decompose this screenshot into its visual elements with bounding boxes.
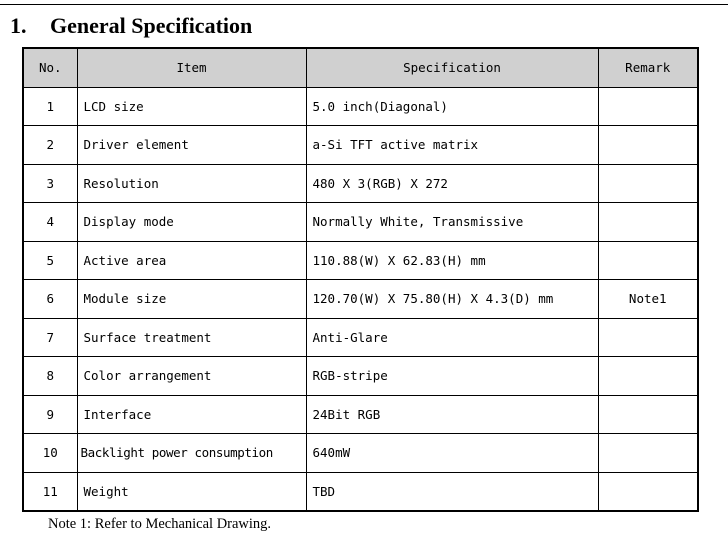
cell-spec: a-Si TFT active matrix — [306, 126, 598, 165]
cell-remark — [598, 395, 698, 434]
cell-spec: 640mW — [306, 434, 598, 473]
cell-remark — [598, 241, 698, 280]
cell-item: Surface treatment — [77, 318, 306, 357]
cell-item: Driver element — [77, 126, 306, 165]
cell-no: 4 — [23, 203, 77, 242]
cell-remark — [598, 126, 698, 165]
cell-item: Resolution — [77, 164, 306, 203]
table-row — [23, 241, 698, 280]
cell-spec: TBD — [306, 472, 598, 511]
table-row — [23, 434, 698, 473]
cell-spec: 480 X 3(RGB) X 272 — [306, 164, 598, 203]
footnote: Note 1: Refer to Mechanical Drawing. — [48, 516, 272, 532]
cell-no: 8 — [23, 357, 77, 396]
section-number: 1. — [10, 13, 27, 38]
cell-item: LCD size — [77, 87, 306, 126]
cell-item: Backlight power consumption — [77, 434, 306, 473]
table-row — [23, 472, 698, 511]
table-row — [23, 203, 698, 242]
table-row — [23, 164, 698, 203]
cell-no: 6 — [23, 280, 77, 319]
cell-spec: 110.88(W) X 62.83(H) mm — [306, 241, 598, 280]
cell-no: 2 — [23, 126, 77, 165]
cell-spec: RGB-stripe — [306, 357, 598, 396]
header-no: No. — [23, 48, 77, 87]
cell-remark — [598, 318, 698, 357]
cell-no: 11 — [23, 472, 77, 511]
cell-item: Weight — [77, 472, 306, 511]
table-row — [23, 126, 698, 165]
cell-no: 3 — [23, 164, 77, 203]
cell-remark — [598, 472, 698, 511]
cell-spec: 5.0 inch(Diagonal) — [306, 87, 598, 126]
section-heading — [10, 10, 252, 42]
table-row — [23, 395, 698, 434]
cell-no: 1 — [23, 87, 77, 126]
cell-no: 7 — [23, 318, 77, 357]
cell-no: 10 — [23, 434, 77, 473]
header-specification: Specification — [306, 48, 598, 87]
section-title: General Specification — [50, 13, 253, 38]
header-item: Item — [77, 48, 306, 87]
top-rule — [0, 4, 728, 5]
table-row — [23, 357, 698, 396]
table-row — [23, 280, 698, 319]
cell-remark — [598, 434, 698, 473]
header-remark: Remark — [598, 48, 698, 87]
cell-no: 5 — [23, 241, 77, 280]
cell-spec: 120.70(W) X 75.80(H) X 4.3(D) mm — [306, 280, 598, 319]
cell-item: Color arrangement — [77, 357, 306, 396]
cell-spec: Anti-Glare — [306, 318, 598, 357]
cell-item: Display mode — [77, 203, 306, 242]
cell-spec: Normally White, Transmissive — [306, 203, 598, 242]
spec-table — [22, 47, 699, 512]
cell-remark: Note1 — [598, 280, 698, 319]
cell-spec: 24Bit RGB — [306, 395, 598, 434]
cell-remark — [598, 203, 698, 242]
cell-item: Module size — [77, 280, 306, 319]
cell-item: Interface — [77, 395, 306, 434]
cell-remark — [598, 357, 698, 396]
table-row — [23, 318, 698, 357]
cell-remark — [598, 164, 698, 203]
cell-item: Active area — [77, 241, 306, 280]
table-header-row — [23, 48, 698, 87]
cell-no: 9 — [23, 395, 77, 434]
table-row — [23, 87, 698, 126]
cell-remark — [598, 87, 698, 126]
